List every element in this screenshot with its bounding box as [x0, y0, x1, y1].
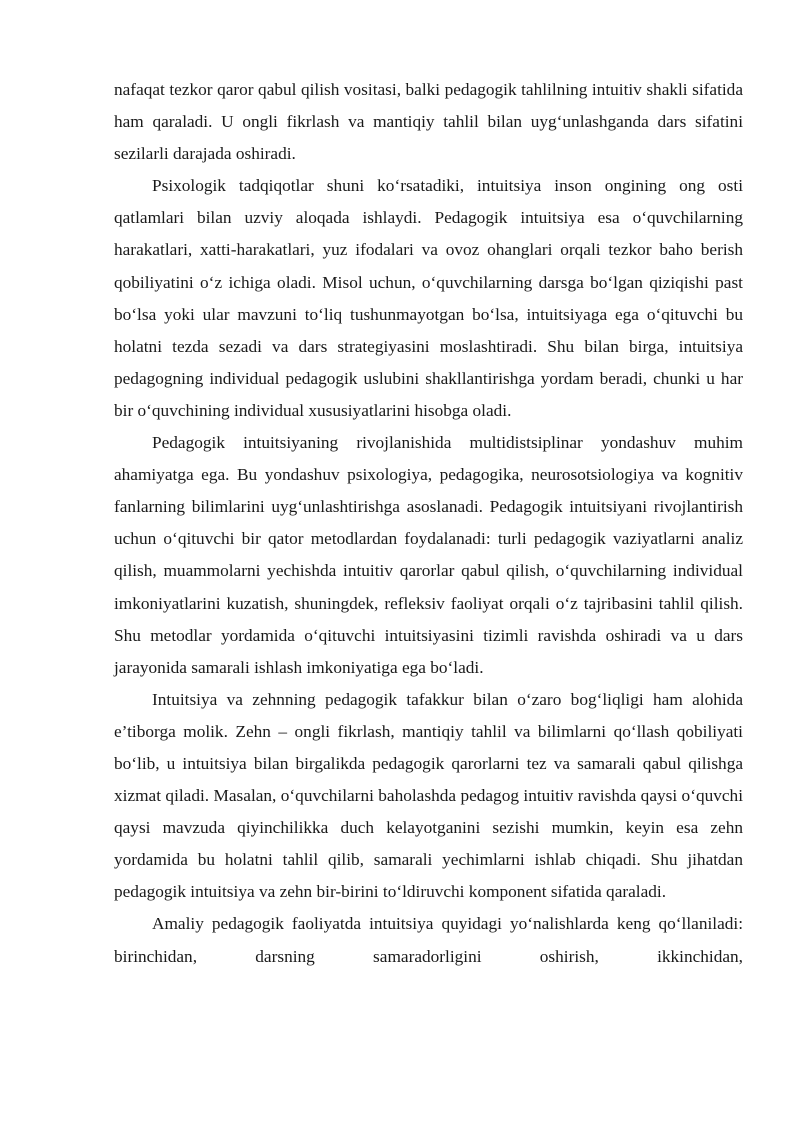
paragraph-intuition-and-mind: Intuitsiya va zehnning pedagogik tafakkur bilan o‘zaro bog‘liqligi ham alohida e’tiborga molik. Zehn – ongli fikrlash, mantiqiy tahlil va bilimlarni qo‘llash qobiliyati bo‘lib, u intuitsiya bilan birgalikda pedagogik qarorlarni tez va samarali qabul qilishga xizmat qiladi. Masalan, o‘quvchilarni baholashda pedagog intuitiv ravishda qaysi o‘quvchi qaysi mavzuda qiyinchilikka duch kelayotganini sezishi mumkin, keyin esa zehn yordamida bu holatni tahlil qilib, samarali yechimlarni ishlab chiqadi. Shu jihatdan pedagogik intuitsiya va zehn bir-birini to‘ldiruvchi komponent sifatida qaraladi.	[114, 689, 743, 902]
paragraph-multidisciplinary-approach: Pedagogik intuitsiyaning rivojlanishida multidistsiplinar yondashuv muhim ahamiyatga ega. Bu yondashuv psixologiya, pedagogika, neurosotsiologiya va kognitiv fanlarning bilimlarini uyg‘unlashtirishga asoslanadi. Pedagogik intuitsiyani rivojlantirish uchun o‘qituvchi bir qator metodlardan foydalanadi: turli pedagogik vaziyatlarni analiz qilish, muammolarni yechishda intuitiv qarorlar qabul qilish, o‘quvchilarning individual imkoniyatlarini kuzatish, shuningdek, refleksiv faoliyat orqali o‘z tajribasini tahlil qilish. Shu metodlar yordamida o‘qituvchi intuitsiyasini tizimli ravishda oshiradi va u dars jarayonida samarali ishlash imkoniyatiga ega bo‘ladi.	[114, 433, 743, 677]
paragraph-continuation: nafaqat tezkor qaror qabul qilish vositasi, balki pedagogik tahlilning intuitiv shakli sifatida ham qaraladi. U ongli fikrlash va mantiqiy tahlil bilan uyg‘unlashganda dars sifatini sezilarli darajada oshiradi.	[114, 80, 743, 164]
paragraph-practical-activity: Amaliy pedagogik faoliyatda intuitsiya quyidagi yo‘nalishlarda keng qo‘llaniladi: birinchidan, darsning samaradorligini oshirish, ikkinchidan,	[114, 914, 743, 966]
document-body	[114, 74, 743, 973]
paragraph-psychological-research: Psixologik tadqiqotlar shuni ko‘rsatadiki, intuitsiya inson ongining ong osti qatlamlari bilan uzviy aloqada ishlaydi. Pedagogik intuitsiya esa o‘quvchilarning harakatlari, xatti-harakatlari, yuz ifodalari va ovoz ohanglari orqali tezkor baho berish qobiliyatini o‘z ichiga oladi. Misol uchun, o‘quvchilarning darsga bo‘lgan qiziqishi past bo‘lsa yoki ular mavzuni to‘liq tushunmayotgan bo‘lsa, intuitsiyaga ega o‘qituvchi bu holatni tezda sezadi va dars strategiyasini moslashtiradi. Shu bilan birga, intuitsiya pedagogning individual pedagogik uslubini shakllantirishga yordam beradi, chunki u har bir o‘quvchining individual xususiyatlarini hisobga oladi.	[114, 176, 743, 420]
